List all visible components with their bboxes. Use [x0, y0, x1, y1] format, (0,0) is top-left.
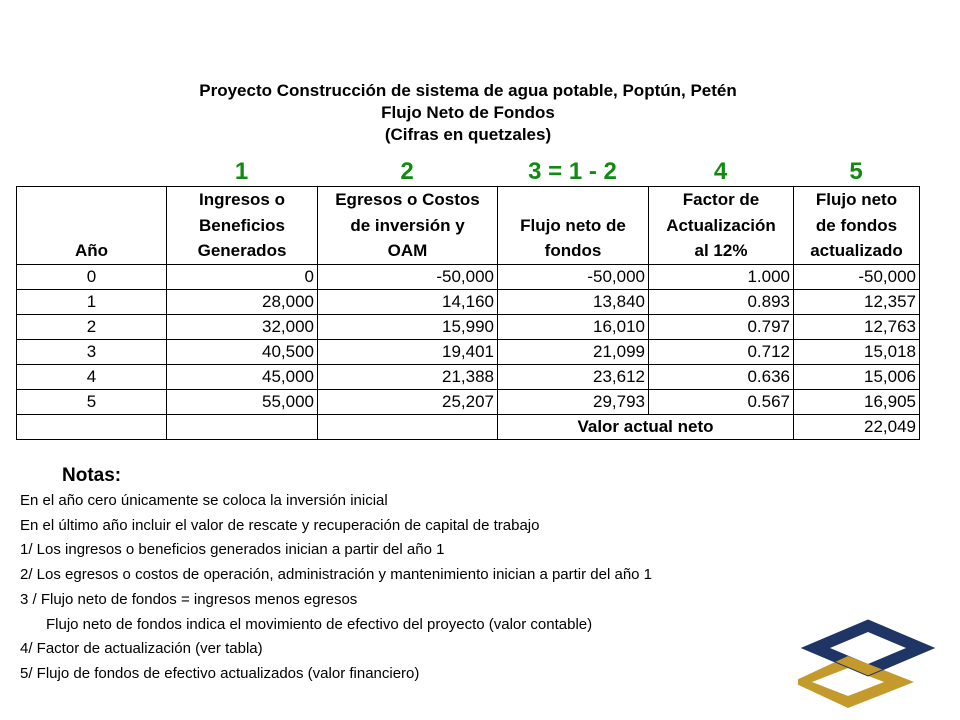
table-row — [17, 339, 920, 364]
cell-income: 28,000 — [167, 289, 318, 314]
cell-costs: 25,207 — [318, 389, 498, 414]
cell-net-flow: 21,099 — [498, 339, 649, 364]
cell-income: 40,500 — [167, 339, 318, 364]
cell-net-flow: 23,612 — [498, 364, 649, 389]
empty-cell — [318, 414, 498, 439]
cell-discount-factor: 0.636 — [649, 364, 794, 389]
van-label: Valor actual neto — [498, 414, 794, 439]
cell-year: 4 — [17, 364, 167, 389]
note-item: 3 / Flujo neto de fondos = ingresos menos egresos — [20, 590, 358, 608]
cell-costs: 19,401 — [318, 339, 498, 364]
cell-net-flow: 29,793 — [498, 389, 649, 414]
van-row — [17, 414, 920, 439]
table-body — [17, 264, 920, 414]
table-row — [17, 314, 920, 339]
note-item: En el año cero únicamente se coloca la inversión inicial — [20, 492, 388, 509]
cell-costs: -50,000 — [318, 264, 498, 289]
cell-discounted-flow: 15,018 — [794, 339, 920, 364]
cell-discount-factor: 0.797 — [649, 314, 794, 339]
header-costs: Egresos o Costos de inversión y OAM — [318, 187, 498, 265]
note-item: 2/ Los egresos o costos de operación, administración y mantenimiento inician a partir del año 1 — [20, 566, 653, 584]
cell-costs: 14,160 — [318, 289, 498, 314]
notes-title: Notas: — [62, 465, 122, 486]
note-item: Flujo neto de fondos indica el movimiento de efectivo del proyecto (valor contable) — [46, 615, 593, 633]
cell-discounted-flow: 16,905 — [794, 389, 920, 414]
cell-discount-factor: 0.893 — [649, 289, 794, 314]
column-number-5: 5 — [849, 158, 863, 185]
note-item: 5/ Flujo de fondos de efectivo actualizados (valor financiero) — [20, 664, 420, 682]
notes-list — [20, 489, 900, 687]
table-row — [17, 389, 920, 414]
cell-discounted-flow: -50,000 — [794, 264, 920, 289]
cell-net-flow: -50,000 — [498, 264, 649, 289]
column-number-2: 2 — [400, 158, 414, 185]
note-item: 1/ Los ingresos o beneficios generados inician a partir del año 1 — [20, 541, 445, 559]
cell-discounted-flow: 12,763 — [794, 314, 920, 339]
cell-discount-factor: 1.000 — [649, 264, 794, 289]
cell-year: 2 — [17, 314, 167, 339]
table-row — [17, 264, 920, 289]
cell-year: 0 — [17, 264, 167, 289]
header-year: Año — [17, 187, 167, 265]
cell-net-flow: 13,840 — [498, 289, 649, 314]
column-numbers — [0, 158, 960, 186]
cash-flow-table — [16, 186, 920, 440]
header-net-flow: Flujo neto de fondos — [498, 187, 649, 265]
table-header-row — [17, 187, 920, 265]
header-income: Ingresos o Beneficios Generados — [167, 187, 318, 265]
header-discounted-flow: Flujo neto de fondos actualizado — [794, 187, 920, 265]
cell-income: 32,000 — [167, 314, 318, 339]
cell-income: 55,000 — [167, 389, 318, 414]
column-number-4: 4 — [713, 158, 728, 185]
cell-costs: 15,990 — [318, 314, 498, 339]
stacked-diamonds-logo-icon — [798, 618, 938, 708]
title-block — [0, 80, 936, 146]
cell-discount-factor: 0.567 — [649, 389, 794, 414]
note-item: En el último año incluir el valor de rescate y recuperación de capital de trabajo — [20, 516, 540, 534]
table-row — [17, 364, 920, 389]
cell-year: 1 — [17, 289, 167, 314]
cell-costs: 21,388 — [318, 364, 498, 389]
header-discount-factor: Factor de Actualización al 12% — [649, 187, 794, 265]
van-value: 22,049 — [794, 414, 920, 439]
report-title: Flujo Neto de Fondos — [381, 103, 555, 122]
table-row — [17, 289, 920, 314]
column-number-3: 3 = 1 - 2 — [528, 158, 617, 185]
note-item: 4/ Factor de actualización (ver tabla) — [20, 640, 263, 658]
cell-income: 45,000 — [167, 364, 318, 389]
empty-cell — [17, 414, 167, 439]
cell-net-flow: 16,010 — [498, 314, 649, 339]
cell-discounted-flow: 15,006 — [794, 364, 920, 389]
cell-income: 0 — [167, 264, 318, 289]
units-subtitle: (Cifras en quetzales) — [384, 125, 552, 144]
project-title: Proyecto Construcción de sistema de agua potable, Poptún, Petén — [199, 81, 737, 100]
cell-discount-factor: 0.712 — [649, 339, 794, 364]
cell-year: 5 — [17, 389, 167, 414]
column-number-1: 1 — [234, 158, 249, 185]
empty-cell — [167, 414, 318, 439]
cell-discounted-flow: 12,357 — [794, 289, 920, 314]
cell-year: 3 — [17, 339, 167, 364]
